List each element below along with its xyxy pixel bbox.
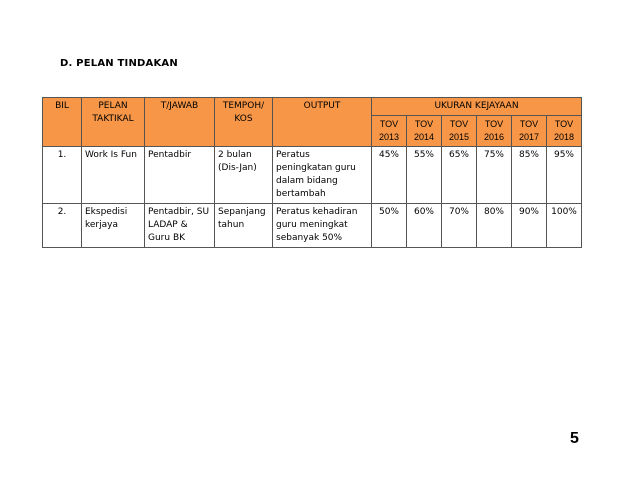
page-number: 5 xyxy=(570,430,579,447)
row-pelan: Work Is Fun xyxy=(82,147,145,204)
row-bil: 1. xyxy=(43,147,82,204)
row-target-2016: 80% xyxy=(477,204,512,248)
row-tempoh: 2 bulan (Dis-Jan) xyxy=(215,147,273,204)
header-tempoh-kos: TEMPOH/ KOS xyxy=(215,98,273,147)
header-tov-2018: TOV 2018 xyxy=(547,116,582,147)
row-tempoh: Sepanjang tahun xyxy=(215,204,273,248)
section-title: D. PELAN TINDAKAN xyxy=(60,58,178,69)
row-bil: 2. xyxy=(43,204,82,248)
row-pelan: Ekspedisi kerjaya xyxy=(82,204,145,248)
header-row xyxy=(43,98,582,116)
header-tov-2014: TOV 2014 xyxy=(407,116,442,147)
row-target-2016: 75% xyxy=(477,147,512,204)
row-target-2015: 65% xyxy=(442,147,477,204)
row-target-2015: 70% xyxy=(442,204,477,248)
header-pelan-taktikal: PELAN TAKTIKAL xyxy=(82,98,145,147)
header-tov-2013: TOV 2013 xyxy=(372,116,407,147)
header-output: OUTPUT xyxy=(273,98,372,147)
row-target-2017: 85% xyxy=(512,147,547,204)
table-row xyxy=(43,204,582,248)
header-tov-2016: TOV 2016 xyxy=(477,116,512,147)
table-row xyxy=(43,147,582,204)
header-bil: BIL xyxy=(43,98,82,147)
row-tjawab: Pentadbir, SU LADAP & Guru BK xyxy=(145,204,215,248)
row-target-2014: 60% xyxy=(407,204,442,248)
row-target-2014: 55% xyxy=(407,147,442,204)
row-target-2018: 95% xyxy=(547,147,582,204)
row-output: Peratus peningkatan guru dalam bidang bertambah xyxy=(273,147,372,204)
header-ukuran-kejayaan: UKURAN KEJAYAAN xyxy=(372,98,582,116)
header-tov-2017: TOV 2017 xyxy=(512,116,547,147)
action-plan-table xyxy=(42,97,582,248)
row-target-2013: 50% xyxy=(372,204,407,248)
header-tjawab: T/JAWAB xyxy=(145,98,215,147)
row-output: Peratus kehadiran guru meningkat sebanyak 50% xyxy=(273,204,372,248)
row-target-2013: 45% xyxy=(372,147,407,204)
header-tov-2015: TOV 2015 xyxy=(442,116,477,147)
row-tjawab: Pentadbir xyxy=(145,147,215,204)
row-target-2017: 90% xyxy=(512,204,547,248)
row-target-2018: 100% xyxy=(547,204,582,248)
